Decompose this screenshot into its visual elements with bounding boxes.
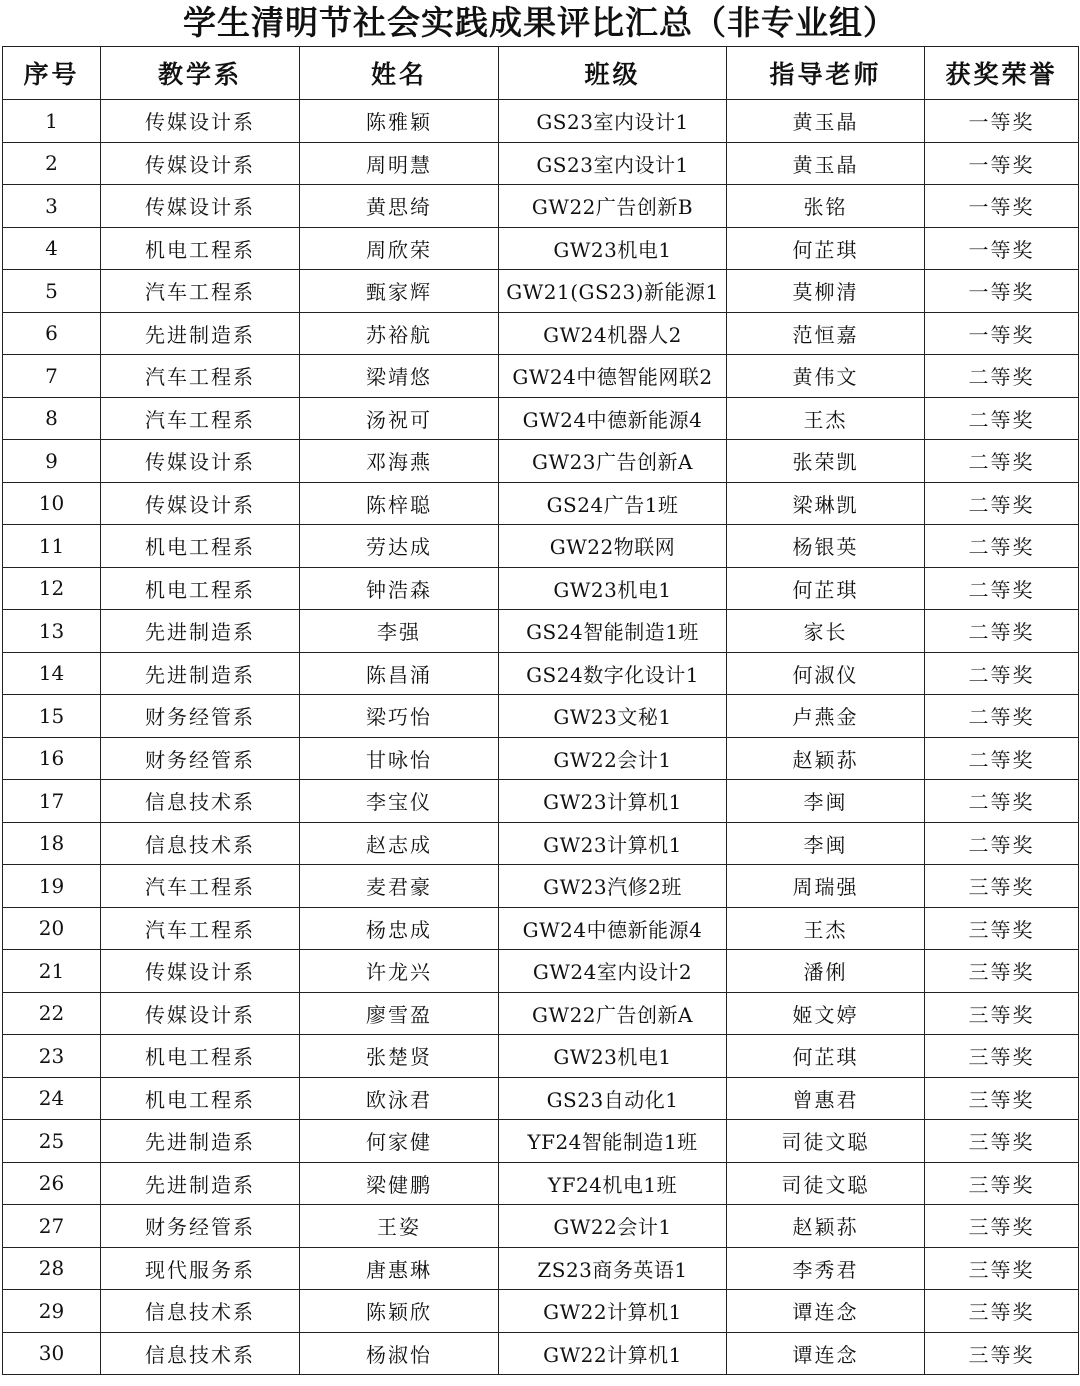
serial-cell: 8 (3, 397, 101, 440)
department-cell: 信息技术系 (101, 822, 300, 865)
serial-cell: 23 (3, 1035, 101, 1078)
class-cell: GW23机电1 (499, 227, 727, 270)
award-cell: 三等奖 (925, 865, 1079, 908)
class-cell: YF24机电1班 (499, 1162, 727, 1205)
serial-cell: 16 (3, 737, 101, 780)
table-row (3, 227, 1079, 270)
class-cell: GS24数字化设计1 (499, 652, 727, 695)
award-cell: 二等奖 (925, 567, 1079, 610)
table-row (3, 142, 1079, 185)
award-cell: 二等奖 (925, 397, 1079, 440)
table-row (3, 992, 1079, 1035)
serial-cell: 21 (3, 950, 101, 993)
department-cell: 机电工程系 (101, 227, 300, 270)
department-cell: 先进制造系 (101, 312, 300, 355)
table-row (3, 1035, 1079, 1078)
award-cell: 二等奖 (925, 695, 1079, 738)
department-cell: 先进制造系 (101, 1162, 300, 1205)
advisor-cell: 谭连念 (727, 1332, 925, 1375)
class-cell: GW22物联网 (499, 525, 727, 568)
advisor-cell: 何淑仪 (727, 652, 925, 695)
department-cell: 现代服务系 (101, 1247, 300, 1290)
department-cell: 汽车工程系 (101, 865, 300, 908)
advisor-cell: 黄伟文 (727, 355, 925, 398)
award-cell: 三等奖 (925, 1332, 1079, 1375)
department-cell: 机电工程系 (101, 1077, 300, 1120)
serial-cell: 25 (3, 1120, 101, 1163)
award-cell: 一等奖 (925, 227, 1079, 270)
department-cell: 先进制造系 (101, 610, 300, 653)
serial-cell: 19 (3, 865, 101, 908)
table-row (3, 482, 1079, 525)
table-row (3, 865, 1079, 908)
award-cell: 二等奖 (925, 822, 1079, 865)
serial-cell: 26 (3, 1162, 101, 1205)
advisor-cell: 司徒文聪 (727, 1162, 925, 1205)
department-cell: 先进制造系 (101, 652, 300, 695)
class-cell: GW22广告创新B (499, 185, 727, 228)
award-cell: 二等奖 (925, 355, 1079, 398)
award-cell: 三等奖 (925, 1077, 1079, 1120)
advisor-cell: 何芷琪 (727, 1035, 925, 1078)
department-cell: 信息技术系 (101, 1332, 300, 1375)
table-row (3, 1247, 1079, 1290)
header-department: 教学系 (101, 47, 300, 100)
advisor-cell: 黄玉晶 (727, 142, 925, 185)
award-cell: 三等奖 (925, 907, 1079, 950)
student-name-cell: 李强 (300, 610, 499, 653)
award-cell: 一等奖 (925, 270, 1079, 313)
table-row (3, 950, 1079, 993)
student-name-cell: 赵志成 (300, 822, 499, 865)
header-award: 获奖荣誉 (925, 47, 1079, 100)
student-name-cell: 陈雅颖 (300, 100, 499, 143)
class-cell: GW24中德新能源4 (499, 397, 727, 440)
advisor-cell: 何芷琪 (727, 227, 925, 270)
award-cell: 二等奖 (925, 610, 1079, 653)
table-row (3, 652, 1079, 695)
student-name-cell: 许龙兴 (300, 950, 499, 993)
department-cell: 财务经管系 (101, 1205, 300, 1248)
advisor-cell: 范恒嘉 (727, 312, 925, 355)
class-cell: GS23自动化1 (499, 1077, 727, 1120)
table-body (3, 100, 1079, 1375)
class-cell: GW22会计1 (499, 737, 727, 780)
serial-cell: 28 (3, 1247, 101, 1290)
award-cell: 二等奖 (925, 440, 1079, 483)
department-cell: 传媒设计系 (101, 440, 300, 483)
class-cell: GW23机电1 (499, 1035, 727, 1078)
department-cell: 传媒设计系 (101, 950, 300, 993)
class-cell: GS23室内设计1 (499, 100, 727, 143)
header-name: 姓名 (300, 47, 499, 100)
table-row (3, 525, 1079, 568)
table-row (3, 185, 1079, 228)
advisor-cell: 家长 (727, 610, 925, 653)
department-cell: 信息技术系 (101, 1290, 300, 1333)
advisor-cell: 潘俐 (727, 950, 925, 993)
class-cell: GS24智能制造1班 (499, 610, 727, 653)
student-name-cell: 唐惠琳 (300, 1247, 499, 1290)
serial-cell: 27 (3, 1205, 101, 1248)
award-cell: 二等奖 (925, 525, 1079, 568)
class-cell: YF24智能制造1班 (499, 1120, 727, 1163)
class-cell: GW23机电1 (499, 567, 727, 610)
table-row (3, 780, 1079, 823)
table-row (3, 397, 1079, 440)
department-cell: 传媒设计系 (101, 185, 300, 228)
class-cell: ZS23商务英语1 (499, 1247, 727, 1290)
table-row (3, 737, 1079, 780)
advisor-cell: 赵颖荪 (727, 737, 925, 780)
department-cell: 财务经管系 (101, 695, 300, 738)
student-name-cell: 廖雪盈 (300, 992, 499, 1035)
serial-cell: 2 (3, 142, 101, 185)
serial-cell: 24 (3, 1077, 101, 1120)
header-serial: 序号 (3, 47, 101, 100)
student-name-cell: 周明慧 (300, 142, 499, 185)
class-cell: GS24广告1班 (499, 482, 727, 525)
department-cell: 汽车工程系 (101, 907, 300, 950)
table-row (3, 270, 1079, 313)
class-cell: GW22广告创新A (499, 992, 727, 1035)
table-row (3, 1205, 1079, 1248)
advisor-cell: 黄玉晶 (727, 100, 925, 143)
student-name-cell: 钟浩森 (300, 567, 499, 610)
serial-cell: 22 (3, 992, 101, 1035)
award-cell: 一等奖 (925, 185, 1079, 228)
class-cell: GW24中德智能网联2 (499, 355, 727, 398)
advisor-cell: 梁琳凯 (727, 482, 925, 525)
department-cell: 汽车工程系 (101, 355, 300, 398)
table-row (3, 1120, 1079, 1163)
serial-cell: 10 (3, 482, 101, 525)
advisor-cell: 张铭 (727, 185, 925, 228)
serial-cell: 29 (3, 1290, 101, 1333)
class-cell: GW23汽修2班 (499, 865, 727, 908)
student-name-cell: 李宝仪 (300, 780, 499, 823)
award-cell: 三等奖 (925, 1035, 1079, 1078)
student-name-cell: 黄思绮 (300, 185, 499, 228)
serial-cell: 9 (3, 440, 101, 483)
serial-cell: 15 (3, 695, 101, 738)
serial-cell: 12 (3, 567, 101, 610)
advisor-cell: 李秀君 (727, 1247, 925, 1290)
advisor-cell: 王杰 (727, 907, 925, 950)
student-name-cell: 杨淑怡 (300, 1332, 499, 1375)
student-name-cell: 欧泳君 (300, 1077, 499, 1120)
advisor-cell: 司徒文聪 (727, 1120, 925, 1163)
table-row (3, 610, 1079, 653)
department-cell: 信息技术系 (101, 780, 300, 823)
class-cell: GW24中德新能源4 (499, 907, 727, 950)
award-cell: 三等奖 (925, 1247, 1079, 1290)
student-name-cell: 汤祝可 (300, 397, 499, 440)
advisor-cell: 王杰 (727, 397, 925, 440)
class-cell: GW23广告创新A (499, 440, 727, 483)
department-cell: 财务经管系 (101, 737, 300, 780)
advisor-cell: 赵颖荪 (727, 1205, 925, 1248)
student-name-cell: 梁靖悠 (300, 355, 499, 398)
class-cell: GW24室内设计2 (499, 950, 727, 993)
department-cell: 传媒设计系 (101, 142, 300, 185)
award-cell: 二等奖 (925, 737, 1079, 780)
student-name-cell: 苏裕航 (300, 312, 499, 355)
table-row (3, 312, 1079, 355)
department-cell: 机电工程系 (101, 1035, 300, 1078)
student-name-cell: 梁健鹏 (300, 1162, 499, 1205)
class-cell: GW24机器人2 (499, 312, 727, 355)
serial-cell: 13 (3, 610, 101, 653)
class-cell: GW21(GS23)新能源1 (499, 270, 727, 313)
table-row (3, 822, 1079, 865)
table-row (3, 440, 1079, 483)
class-cell: GW23文秘1 (499, 695, 727, 738)
serial-cell: 5 (3, 270, 101, 313)
student-name-cell: 何家健 (300, 1120, 499, 1163)
department-cell: 汽车工程系 (101, 270, 300, 313)
serial-cell: 30 (3, 1332, 101, 1375)
advisor-cell: 姬文婷 (727, 992, 925, 1035)
department-cell: 机电工程系 (101, 525, 300, 568)
table-row (3, 1162, 1079, 1205)
award-cell: 三等奖 (925, 1162, 1079, 1205)
award-cell: 一等奖 (925, 142, 1079, 185)
serial-cell: 20 (3, 907, 101, 950)
student-name-cell: 王姿 (300, 1205, 499, 1248)
advisor-cell: 李闽 (727, 780, 925, 823)
serial-cell: 18 (3, 822, 101, 865)
advisor-cell: 曾惠君 (727, 1077, 925, 1120)
award-cell: 三等奖 (925, 992, 1079, 1035)
serial-cell: 1 (3, 100, 101, 143)
award-cell: 一等奖 (925, 100, 1079, 143)
student-name-cell: 甘咏怡 (300, 737, 499, 780)
award-cell: 三等奖 (925, 950, 1079, 993)
award-cell: 三等奖 (925, 1205, 1079, 1248)
student-name-cell: 张楚贤 (300, 1035, 499, 1078)
advisor-cell: 周瑞强 (727, 865, 925, 908)
department-cell: 机电工程系 (101, 567, 300, 610)
class-cell: GW22计算机1 (499, 1332, 727, 1375)
class-cell: GW23计算机1 (499, 822, 727, 865)
student-name-cell: 陈昌涌 (300, 652, 499, 695)
serial-cell: 7 (3, 355, 101, 398)
class-cell: GW23计算机1 (499, 780, 727, 823)
table-row (3, 695, 1079, 738)
student-name-cell: 麦君豪 (300, 865, 499, 908)
table-row (3, 355, 1079, 398)
student-name-cell: 甄家辉 (300, 270, 499, 313)
table-header (3, 47, 1079, 100)
table-row (3, 1332, 1079, 1375)
serial-cell: 14 (3, 652, 101, 695)
award-cell: 一等奖 (925, 312, 1079, 355)
advisor-cell: 卢燕金 (727, 695, 925, 738)
table-row (3, 1290, 1079, 1333)
header-class: 班级 (499, 47, 727, 100)
award-cell: 二等奖 (925, 780, 1079, 823)
student-name-cell: 陈梓聪 (300, 482, 499, 525)
advisor-cell: 何芷琪 (727, 567, 925, 610)
department-cell: 传媒设计系 (101, 992, 300, 1035)
department-cell: 先进制造系 (101, 1120, 300, 1163)
award-cell: 三等奖 (925, 1120, 1079, 1163)
serial-cell: 11 (3, 525, 101, 568)
header-row (3, 47, 1079, 100)
award-cell: 二等奖 (925, 482, 1079, 525)
student-name-cell: 杨忠成 (300, 907, 499, 950)
award-cell: 二等奖 (925, 652, 1079, 695)
serial-cell: 6 (3, 312, 101, 355)
student-name-cell: 周欣荣 (300, 227, 499, 270)
results-table (2, 46, 1079, 1375)
table-row (3, 567, 1079, 610)
advisor-cell: 杨银英 (727, 525, 925, 568)
serial-cell: 3 (3, 185, 101, 228)
page-title: 学生清明节社会实践成果评比汇总（非专业组） (183, 3, 897, 42)
department-cell: 传媒设计系 (101, 482, 300, 525)
serial-cell: 17 (3, 780, 101, 823)
student-name-cell: 劳达成 (300, 525, 499, 568)
student-name-cell: 陈颖欣 (300, 1290, 499, 1333)
advisor-cell: 李闽 (727, 822, 925, 865)
advisor-cell: 谭连念 (727, 1290, 925, 1333)
advisor-cell: 莫柳清 (727, 270, 925, 313)
class-cell: GW22会计1 (499, 1205, 727, 1248)
department-cell: 汽车工程系 (101, 397, 300, 440)
class-cell: GS23室内设计1 (499, 142, 727, 185)
table-row (3, 907, 1079, 950)
student-name-cell: 梁巧怡 (300, 695, 499, 738)
award-cell: 三等奖 (925, 1290, 1079, 1333)
serial-cell: 4 (3, 227, 101, 270)
header-advisor: 指导老师 (727, 47, 925, 100)
advisor-cell: 张荣凯 (727, 440, 925, 483)
table-row (3, 1077, 1079, 1120)
student-name-cell: 邓海燕 (300, 440, 499, 483)
table-row (3, 100, 1079, 143)
class-cell: GW22计算机1 (499, 1290, 727, 1333)
department-cell: 传媒设计系 (101, 100, 300, 143)
